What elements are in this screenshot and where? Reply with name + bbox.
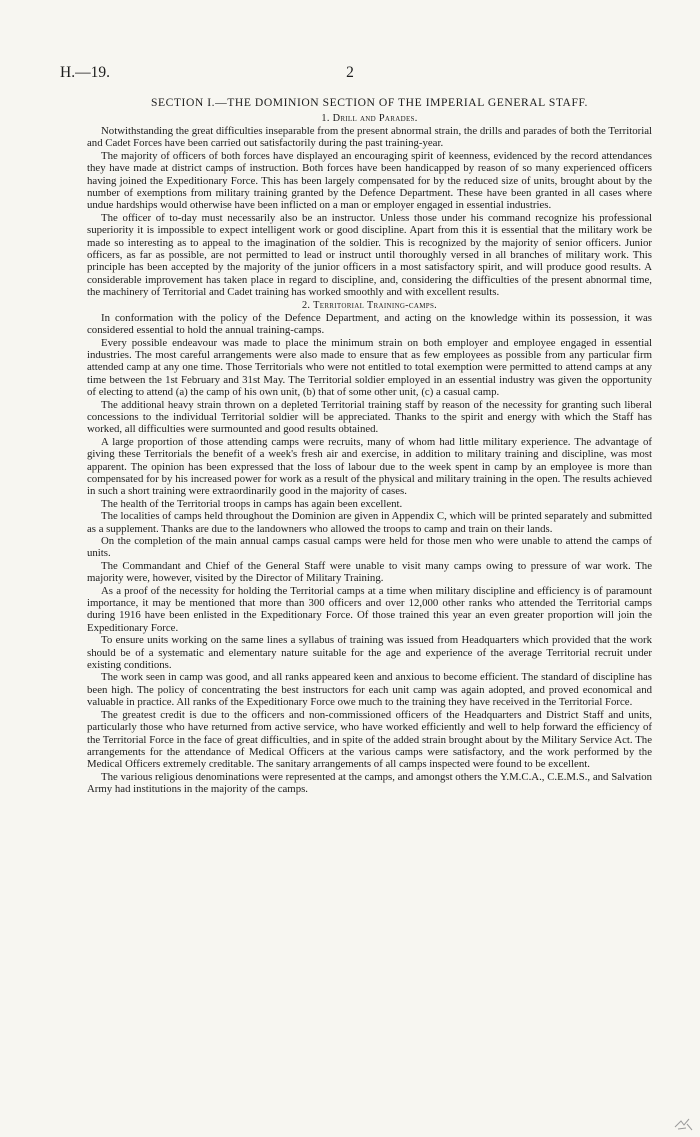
paragraph: The Commandant and Chief of the General Staff were unable to visit many camps owing to pressure of war work. The majority were, however, visited by the Director of Military Training. (87, 559, 652, 585)
subsection-title: Drill and Parades. (332, 113, 418, 124)
paragraph: On the completion of the main annual camps casual camps were held for those men who were unable to attend the camps of units. (87, 535, 652, 560)
paragraph: The officer of to-day must necessarily also be an instructor. Unless those under his command recognize his professional superiority it is impossible to expect intelligent work or good discipline. Apart from this it is essential that the military work be made so interesting as to appeal to the imagination of the soldier. This is recognized by the majority of senior officers. Junior officers, as far as possible, are not permitted to lead or instruct until thoroughly versed in all branches of military work. This principle has been accepted by the majority of the junior officers in a most satisfactory spirit, and will produce good results. A considerable improvement has taken place in regard to discipline, and, considering the difficulties of the present abnormal time, the machinery of Territorial and Cadet training has worked smoothly and with excellent results. (87, 211, 652, 299)
page-header (60, 64, 640, 84)
paragraph: To ensure units working on the same lines a syllabus of training was issued from Headquarters which provided that the work should be of a systematic and elementary nature suitable for the age and experience of the average Territorial recruit under existing conditions. (87, 634, 652, 672)
paragraph: The localities of camps held throughout the Dominion are given in Appendix C, which will be printed separately and submitted as a supplement. Thanks are due to the landowners who allowed the troops to camp and train on their lands. (87, 510, 652, 535)
subsection-heading-camps (87, 299, 652, 312)
paragraph: The work seen in camp was good, and all ranks appeared keen and anxious to become efficient. The standard of discipline has been high. The policy of concentrating the best instructors for each unit camp was again adopted, and proved economical and valuable in practice. All ranks of the Expeditionary Force owe much to the training they have received in the Territorial Force. (87, 671, 652, 709)
paragraph: As a proof of the necessity for holding the Territorial camps at a time when military discipline and efficiency is of paramount importance, it may be mentioned that more than 300 officers and over 12,000 other ranks who attended the Territorial camps during 1916 have been enlisted in the Expeditionary Force. Of those trained this year an even greater proportion will join the Expeditionary Force. (87, 584, 652, 634)
page-number: 2 (346, 64, 354, 81)
paragraph: In conformation with the policy of the Defence Department, and acting on the knowledge within its possession, it was considered essential to hold the annual training-camps. (87, 311, 652, 337)
paragraph: The greatest credit is due to the officers and non-commissioned officers of the Headquarters and District Staff and units, particularly those who have returned from active service, who have worked efficiently and well to help forward the efficiency of the Territorial Force in the face of great difficulties, and in spite of the added strain brought about by the Military Service Act. The arrangements for the attendance of Medical Officers at the various camps were satisfactory, and the work performed by the Medical Officers extremely creditable. The sanitary arrangements of all camps inspected were found to be excellent. (87, 708, 652, 771)
paragraph: A large proportion of those attending camps were recruits, many of whom had little military experience. The advantage of giving these Territorials the benefit of a week's fresh air and exercise, in addition to military training and discipline, was most apparent. The opinion has been expressed that the loss of labour due to the week spent in camp by an employee is more than compensated for by his increased power for work as a result of the physical and military training in the open. The results achieved in such a short training were extraordinarily good in the majority of cases. (87, 435, 652, 498)
paragraph: The health of the Territorial troops in camps has again been excellent. (101, 497, 403, 510)
paragraph: Notwithstanding the great difficulties inseparable from the present abnormal strain, the drills and parades of both the Territorial and Cadet Forces have been carried out satisfactorily during the past training-year. (87, 125, 652, 150)
paragraph: The majority of officers of both forces have displayed an encouraging spirit of keenness, evidenced by the record attendances they have made at district camps of instruction. Both forces have been handicapped by reason of so many experienced officers having joined the Expeditionary Force. This has been largely compensated for by the reduced size of units, brought about by the number of exemptions from military training granted by the Defence Department. These have been granted in all cases where undue hardships would otherwise have been inflicted on a man or employer engaged in essential industries. (87, 149, 652, 212)
subsection-number: 2. (301, 299, 311, 311)
subsection-heading-drill (87, 112, 652, 125)
paragraph: The various religious denominations were represented at the camps, and amongst others the Y.M.C.A., C.E.M.S., and Salvation Army had institutions in the majority of the camps. (87, 770, 652, 796)
section-title: SECTION I.—THE DOMINION SECTION OF THE IMPERIAL GENERAL STAFF. (151, 96, 588, 109)
paragraph: The additional heavy strain thrown on a depleted Territorial training staff by reason of the necessity for granting such liberal concessions to the individual Territorial soldier will be appreciated. Thanks to the spirit and energy with which the Staff has worked, all difficulties were surmounted and good results obtained. (87, 398, 652, 436)
paragraph: Every possible endeavour was made to place the minimum strain on both employer and employee engaged in essential industries. The most careful arrangements were also made to ensure that as few employees as possible from any particular firm attended camp at any one time. Those Territorials who were not entitled to total exemption were permitted to attend camps at any time between the 1st February and 31st May. The Territorial soldier employed in an essential industry was given the opportunity of electing to attend (a) the camp of his own unit, (b) that of some other unit, (c) a casual camp. (87, 336, 652, 399)
scan-mark-icon (672, 1115, 696, 1133)
document-reference: H.—19. (60, 64, 110, 81)
subsection-title: Territorial Training-camps. (313, 299, 438, 311)
subsection-number: 1. (321, 113, 330, 124)
page-body (87, 96, 652, 796)
